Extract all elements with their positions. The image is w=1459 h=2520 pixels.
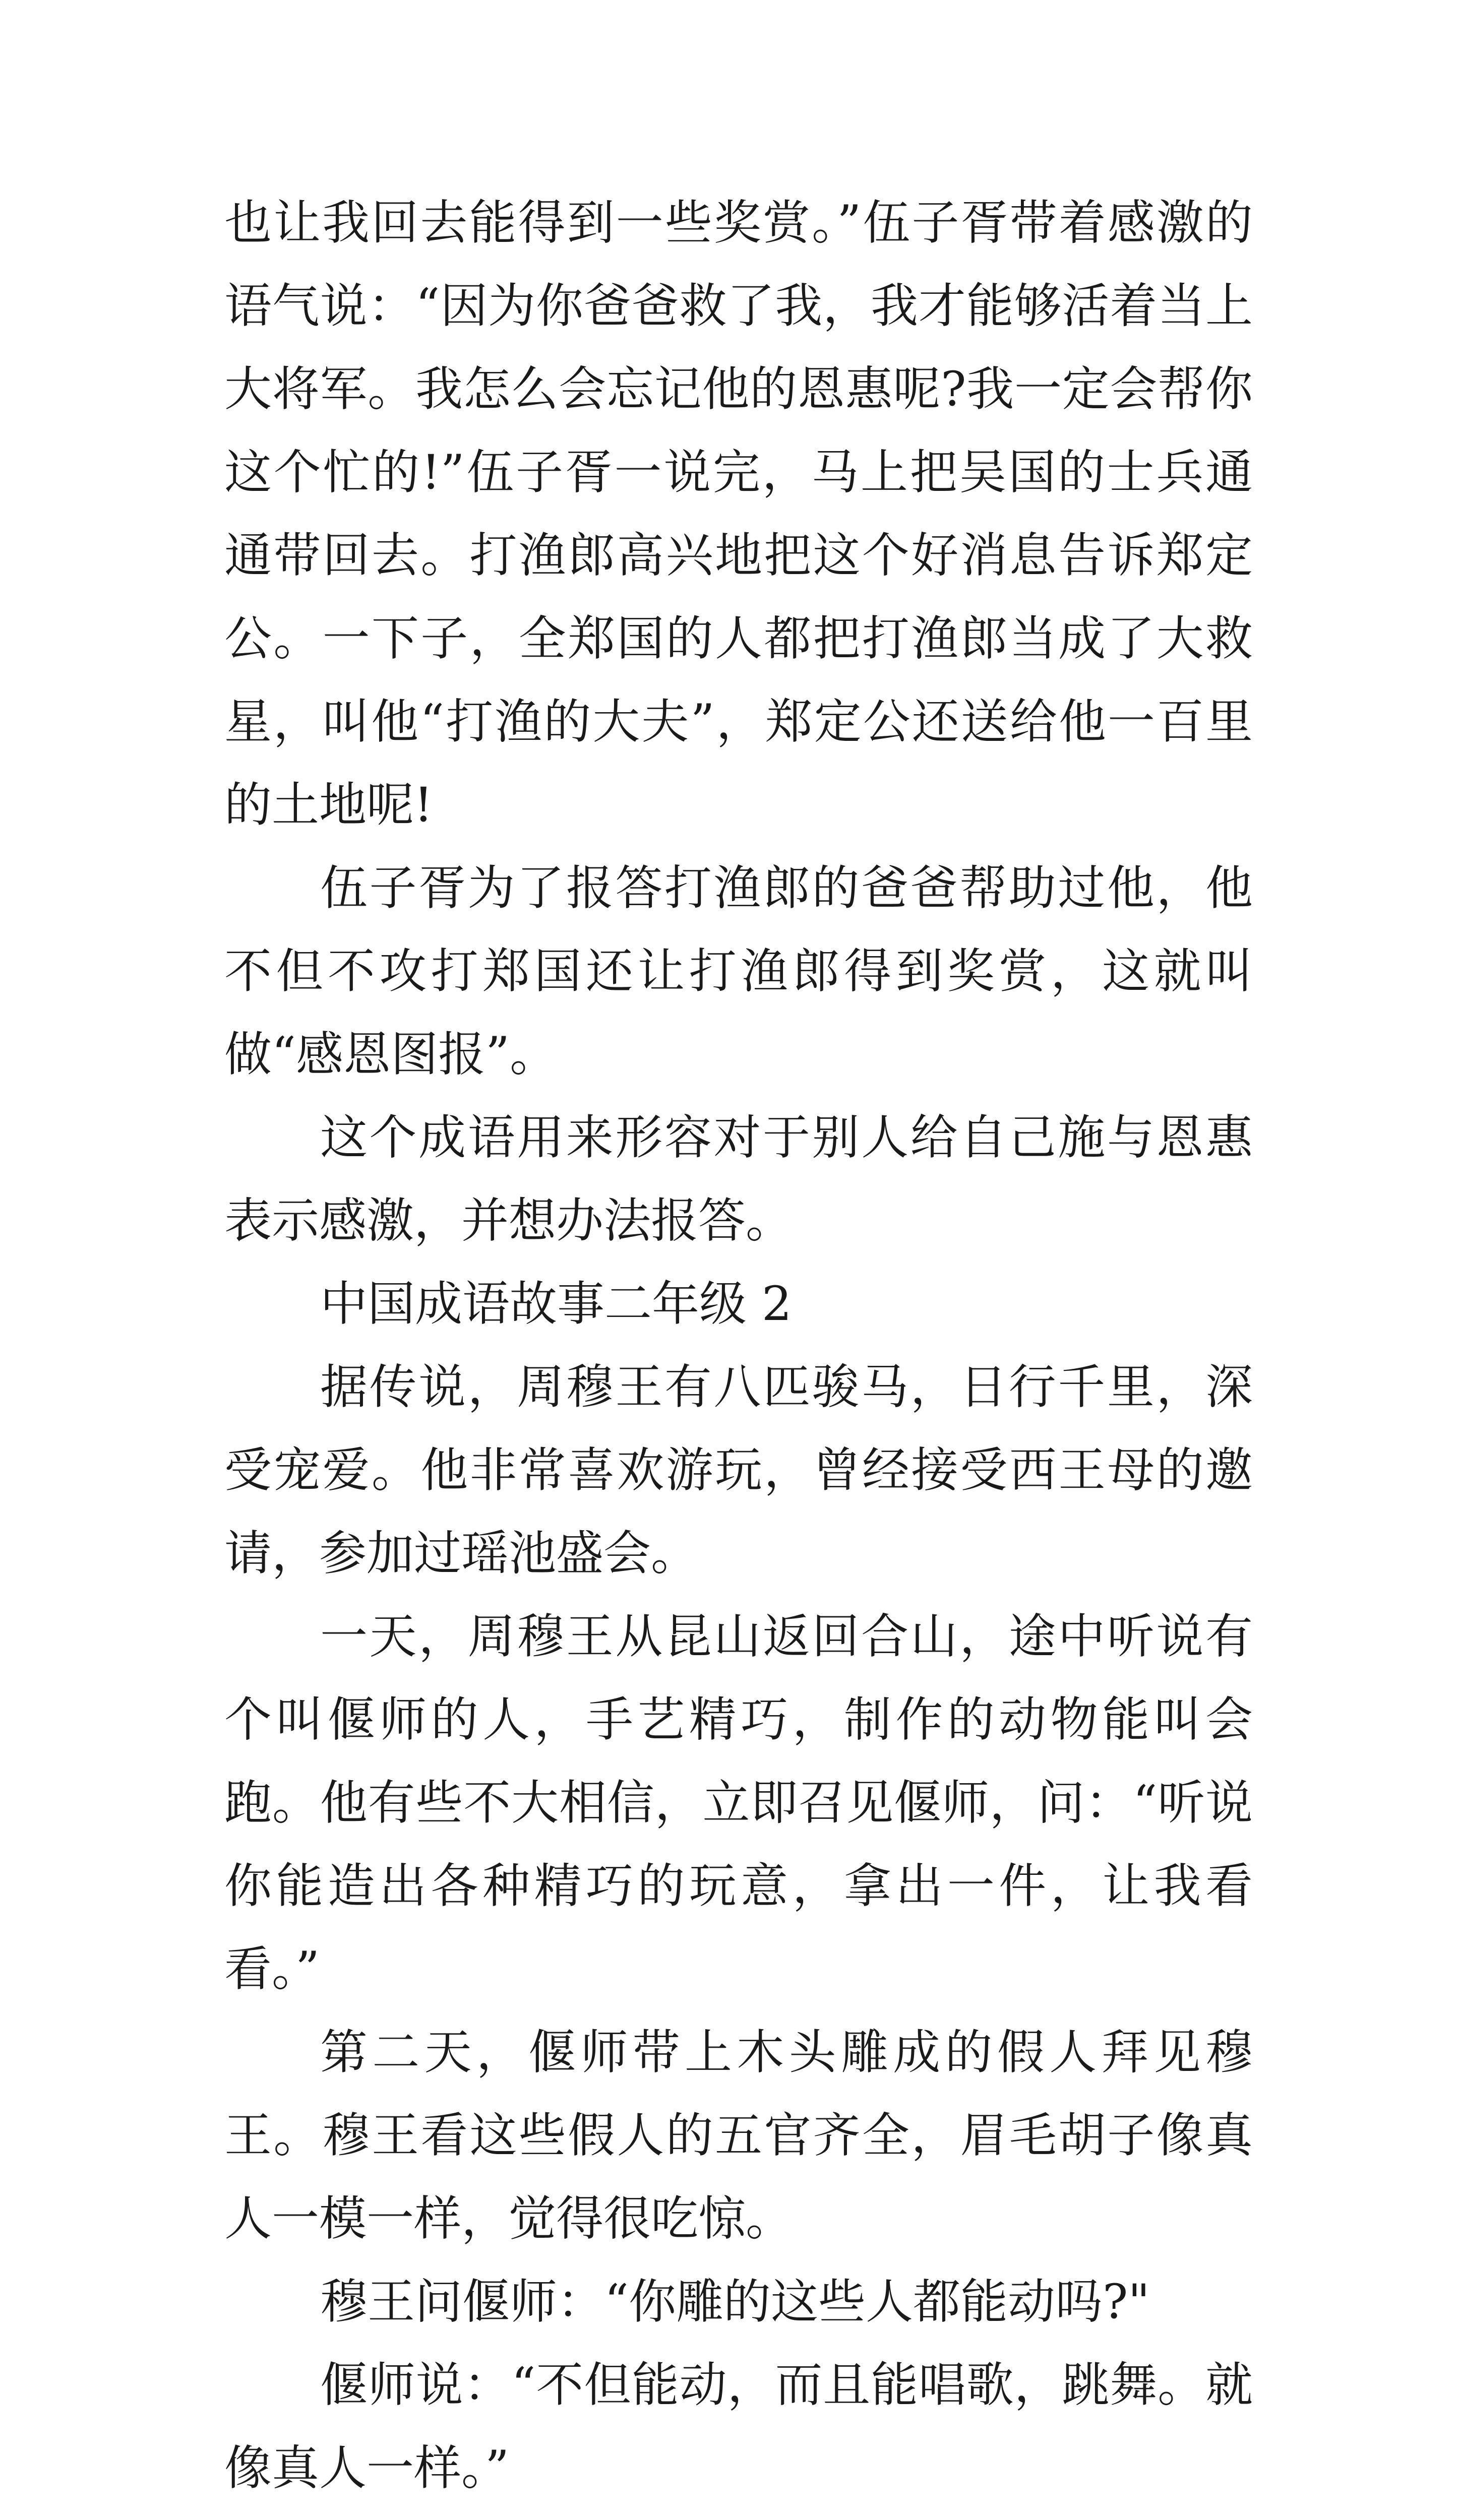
paragraph-6: 一天，周穆王从昆山返回合山，途中听说有个叫偃师的人，手艺精巧，制作的动物能叫会跑。他有些不大相信，立即召见偃师，问：“听说你能造出各种精巧的玩意，拿出一件，让我看看。” <box>224 1609 1253 1997</box>
paragraph-8: 穆王问偃师：“你雕的这些人都能动吗?" <box>320 2275 1150 2329</box>
paragraph-1: 也让我回去能得到一些奖赏。”伍子胥带着感激的语气说：“因为你爸爸救了我，我才能够活着当上大将军。我怎么会忘记他的恩惠呢?我一定会帮你这个忙的!”伍子胥一说完，马上把吴国的士兵通通带回去。打渔郎高兴地把这个好消息告诉郑定公。一下子，全郑国的人都把打渔郎当成了大救星，叫他“打渔的大夫”，郑定公还送给他一百里的土地呢! <box>224 196 1253 833</box>
paragraph-9: 偃师说：“不但能动，而且能唱歌，跳舞。就像真人一样。” <box>224 2358 1253 2496</box>
paragraph-2: 伍子胥为了报答打渔郎的爸爸帮助过他，他不但不攻打郑国还让打渔郎得到奖赏，这就叫做“感恩图报”。 <box>224 861 1253 1082</box>
paragraph-5: 据传说，周穆王有八匹骏马，日行千里，深受宠爱。他非常喜欢游玩，曾经接受西王母的邀请，参加过瑶池盛会。 <box>224 1360 1253 1581</box>
document-body <box>224 181 1253 2520</box>
section-title: 中国成语故事二年级 2 <box>320 1277 792 1332</box>
paragraph-7: 第二天，偃师带上木头雕成的假人拜见穆王。穆王看这些假人的五官齐全，眉毛胡子像真人一模一样，觉得很吃惊。 <box>224 2025 1253 2246</box>
paragraph-3: 这个成语用来形容对于别人给自己施与恩惠表示感激，并想办法报答。 <box>224 1110 1253 1248</box>
paragraph-10 <box>224 2510 1253 2520</box>
